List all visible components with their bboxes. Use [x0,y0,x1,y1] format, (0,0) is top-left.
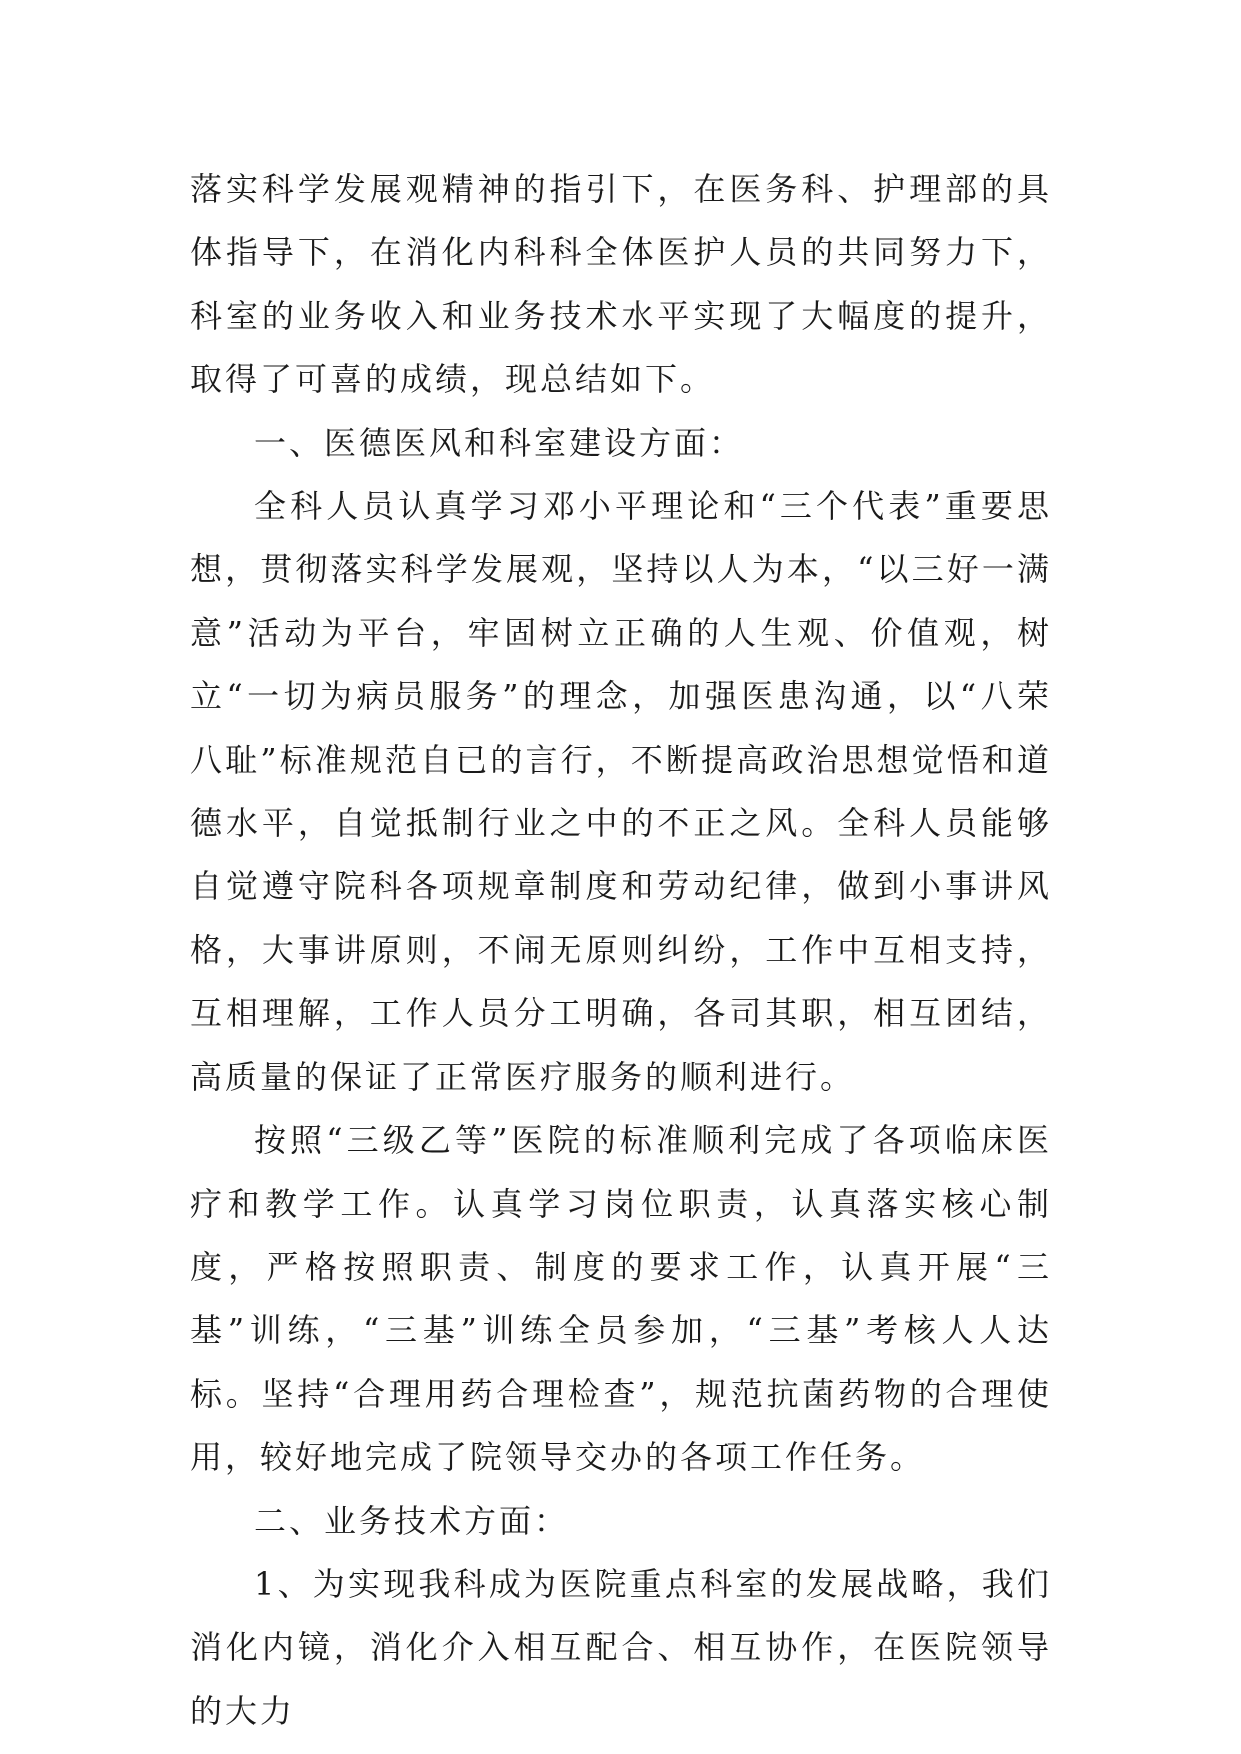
paragraph-standards: 按照“三级乙等”医院的标准顺利完成了各项临床医疗和教学工作。认真学习岗位职责，认真落实核心制度，严格按照职责、制度的要求工作，认真开展“三基”训练，“三基”训练全员参加，“三基”考核人人达标。坚持“合理用药合理检查”，规范抗菌药物的合理使用，较好地完成了院领导交办的各项工作任务。 [190,1121,1052,1477]
document-body [190,158,1052,1743]
section-heading-technical: 二、业务技术方面： [254,1501,570,1540]
paragraph-ethics-study: 全科人员认真学习邓小平理论和“三个代表”重要思想，贯彻落实科学发展观，坚持以人为本，“以三好一满意”活动为平台，牢固树立正确的人生观、价值观，树立“一切为病员服务”的理念，加强医患沟通，以“八荣八耻”标准规范自已的言行，不断提高政治思想觉悟和道德水平，自觉抵制行业之中的不正之风。全科人员能够自觉遵守院科各项规章制度和劳动纪律，做到小事讲风格，大事讲原则，不闹无原则纠纷，工作中互相支持，互相理解，工作人员分工明确，各司其职，相互团结，高质量的保证了正常医疗服务的顺利进行。 [190,487,1052,1096]
paragraph-technical-1: 1、为实现我科成为医院重点科室的发展战略，我们消化内镜，消化介入相互配合、相互协作，在医院领导的大力 [190,1564,1052,1730]
section-heading-ethics: 一、医德医风和科室建设方面： [254,423,745,462]
paragraph-intro: 落实科学发展观精神的指引下，在医务科、护理部的具体指导下，在消化内科科全体医护人员的共同努力下，科室的业务收入和业务技术水平实现了大幅度的提升，取得了可喜的成绩，现总结如下。 [190,170,1052,399]
